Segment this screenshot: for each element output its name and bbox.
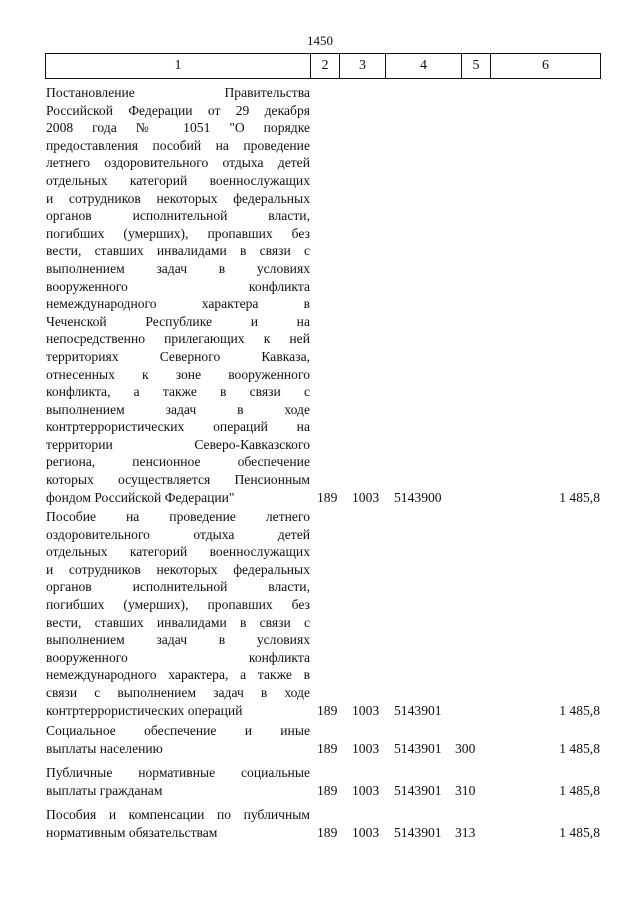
target-code: 5143901 <box>394 702 442 718</box>
amount-value: 1 485,8 <box>559 740 600 756</box>
row-name-line: отдельных категорий военнослужащих <box>46 172 310 188</box>
row-name-line: выполнением задач в ходе <box>46 401 310 417</box>
amount-value: 1 485,8 <box>559 782 600 798</box>
ministry-code: 189 <box>317 702 338 718</box>
ministry-code: 189 <box>317 824 338 840</box>
row-name-line: Пособия и компенсации по публичным <box>46 807 310 822</box>
row-name-line: которых осуществляется Пенсионным <box>46 472 310 488</box>
column-header-row <box>46 54 601 79</box>
expense-type-code: 310 <box>455 782 476 798</box>
row-name-line: 2008 года № 1051 "О порядке <box>46 120 310 136</box>
row-name-line: оздоровительного отдыха детей <box>46 526 310 542</box>
column-header-3: 3 <box>340 54 386 79</box>
column-header-6: 6 <box>491 54 601 79</box>
row-name <box>46 84 310 506</box>
column-header-2: 2 <box>311 54 340 79</box>
column-header-1: 1 <box>46 54 311 79</box>
row-name-line: выплаты населению <box>46 740 163 756</box>
row-name-line: территориях Северного Кавказа, <box>46 348 310 364</box>
row-name-line: непосредственно прилегающих к ней <box>46 331 310 347</box>
row-name-line: региона, пенсионное обеспечение <box>46 454 310 470</box>
row-name-line: погибших (умерших), пропавших без <box>46 225 310 241</box>
row-name-line: вооруженного конфликта <box>46 649 310 665</box>
target-code: 5143901 <box>394 782 442 798</box>
row-name-line: Российской Федерации от 29 декабря <box>46 102 310 118</box>
row-name-line: Публичные нормативные социальные <box>46 765 310 780</box>
target-code: 5143901 <box>394 824 442 840</box>
row-name-line: Пособие на проведение летнего <box>46 509 310 524</box>
expense-type-code: 313 <box>455 824 476 840</box>
amount-value: 1 485,8 <box>559 824 600 840</box>
column-header-table <box>45 53 601 79</box>
target-code: 5143901 <box>394 740 442 756</box>
row-name-line: немеждународного характера, а также в <box>46 667 310 683</box>
row-name-line: и сотрудников некоторых федеральных <box>46 190 310 206</box>
row-name-line: органов исполнительной власти, <box>46 208 310 224</box>
page-number: 1450 <box>307 33 333 48</box>
row-name-line: органов исполнительной власти, <box>46 579 310 595</box>
ministry-code: 189 <box>317 489 338 505</box>
row-name-line: летнего оздоровительного отдыха детей <box>46 155 310 171</box>
row-name-line: вести, ставших инвалидами в связи с <box>46 243 310 259</box>
column-header-5: 5 <box>462 54 491 79</box>
row-name-line: предоставления пособий на проведение <box>46 137 310 153</box>
row-name-line: выплаты гражданам <box>46 782 163 798</box>
row-name <box>46 722 310 757</box>
section-code: 1003 <box>352 824 380 840</box>
row-name-line: выполнением задач в условиях <box>46 632 310 648</box>
section-code: 1003 <box>352 782 380 798</box>
row-name-line: контртеррористических операций <box>46 702 243 718</box>
section-code: 1003 <box>352 489 380 505</box>
amount-value: 1 485,8 <box>559 489 600 505</box>
row-name-line: вооруженного конфликта <box>46 278 310 294</box>
row-name-line: контртеррористических операций на <box>46 419 310 435</box>
amount-value: 1 485,8 <box>559 702 600 718</box>
ministry-code: 189 <box>317 740 338 756</box>
row-name-line: и сотрудников некоторых федеральных <box>46 561 310 577</box>
row-name-line: Социальное обеспечение и иные <box>46 723 310 738</box>
row-name-line: связи с выполнением задач в ходе <box>46 684 310 700</box>
section-code: 1003 <box>352 740 380 756</box>
target-code: 5143900 <box>394 489 442 505</box>
row-name <box>46 806 310 841</box>
row-name-line: конфликта, а также в связи с <box>46 384 310 400</box>
row-name-line: Чеченской Республике и на <box>46 313 310 329</box>
expense-type-code: 300 <box>455 740 476 756</box>
row-name-line: Постановление Правительства <box>46 85 310 100</box>
row-name-line: фондом Российской Федерации" <box>46 489 235 505</box>
row-name-line: отнесенных к зоне вооруженного <box>46 366 310 382</box>
row-name-line: территории Северо-Кавказского <box>46 436 310 452</box>
ministry-code: 189 <box>317 782 338 798</box>
row-name-line: погибших (умерших), пропавших без <box>46 596 310 612</box>
row-name <box>46 764 310 799</box>
row-name <box>46 508 310 719</box>
row-name-line: вести, ставших инвалидами в связи с <box>46 614 310 630</box>
row-name-line: нормативным обязательствам <box>46 824 218 840</box>
section-code: 1003 <box>352 702 380 718</box>
row-name-line: немеждународного характера в <box>46 296 310 312</box>
row-name-line: отдельных категорий военнослужащих <box>46 544 310 560</box>
row-name-line: выполнением задач в условиях <box>46 260 310 276</box>
column-header-4: 4 <box>386 54 462 79</box>
